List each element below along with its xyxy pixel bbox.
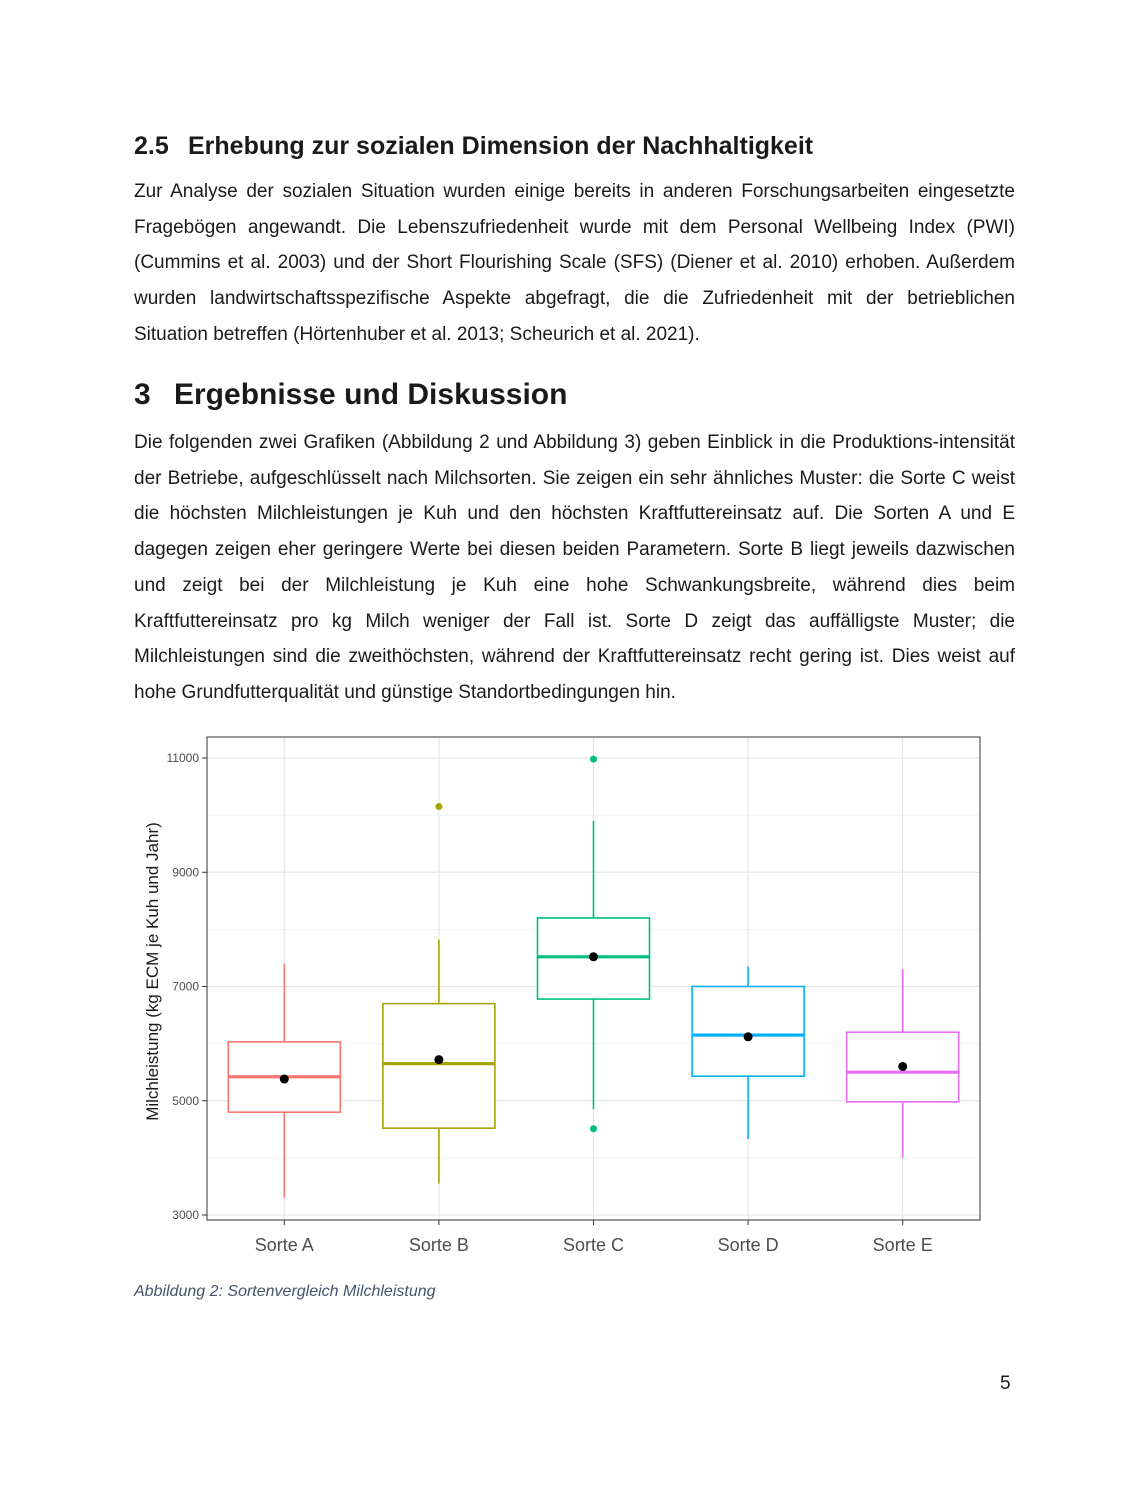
y-tick-label: 7000 [172, 979, 199, 994]
outlier-point [590, 756, 597, 763]
x-tick-label: Sorte C [562, 1235, 625, 1255]
mean-point [589, 952, 598, 961]
mean-point [744, 1032, 753, 1041]
y-tick-label: 3000 [172, 1208, 199, 1222]
chapter-title: Ergebnisse und Diskussion [174, 378, 568, 411]
section-number: 2.5 [134, 132, 169, 160]
paragraph-results: Die folgenden zwei Grafiken (Abbildung 2 und Abbildung 3) geben Einblick in die Produktions-intensität der Betriebe, aufgeschlüsselt nach Milchsorten. Sie zeigen ein sehr ähnliches Muster: die Sorte C weist die höchsten Milchleistungen je Kuh und den höchsten Kraftfuttereinsatz auf. Die Sorten A und E dagegen zeigen eher geringere Werte bei diesen beiden Parametern. Sorte B liegt jeweils dazwischen und zeigt bei der Milchleistung je Kuh eine hohe Schwankungsbreite, während dies beim Kraftfuttereinsatz pro kg Milch weniger der Fall ist. Sorte D zeigt das auffälligste Muster; die Milchleistungen sind die zweithöchsten, während der Kraftfuttereinsatz recht gering ist. Dies weist auf hohe Grundfutterqualität und günstige Standortbedingungen hin. [134, 432, 1015, 703]
x-tick-label: Sorte B [408, 1235, 469, 1255]
section-title: Erhebung zur sozialen Dimension der Nachhaltigkeit [188, 132, 814, 160]
figure-caption: Abbildung 2: Sortenvergleich Milchleistung [134, 1283, 436, 1300]
x-tick-label: Sorte D [717, 1235, 779, 1255]
y-axis-title: Milchleistung (kg ECM je Kuh und Jahr) [143, 822, 162, 1121]
x-tick-label: Sorte A [254, 1235, 314, 1255]
outlier-point [590, 1125, 597, 1132]
box-iqr [692, 987, 804, 1077]
mean-point [898, 1062, 907, 1071]
box-iqr [383, 1004, 495, 1129]
chapter-number: 3 [134, 378, 151, 411]
mean-point [434, 1055, 443, 1064]
y-tick-label: 5000 [172, 1093, 199, 1108]
mean-point [280, 1075, 289, 1084]
outlier-point [435, 803, 442, 810]
y-tick-label: 9000 [172, 865, 199, 880]
paragraph-social-survey: Zur Analyse der sozialen Situation wurden einige bereits in anderen Forschungsarbeiten eingesetzte Fragebögen angewandt. Die Lebenszufriedenheit wurde mit dem Personal Wellbeing Index (PWI) (Cummins et al. 2003) und der Short Flourishing Scale (SFS) (Diener et al. 2010) erhoben. Außerdem wurden landwirtschaftsspezifische Aspekte abgefragt, die die Zufriedenheit mit der betrieblichen Situation betreffen (Hörtenhuber et al. 2013; Scheurich et al. 2021). [134, 181, 1015, 345]
y-tick-label: 11000 [166, 751, 199, 765]
x-tick-label: Sorte E [872, 1235, 933, 1255]
page-number: 5 [1000, 1373, 1011, 1394]
